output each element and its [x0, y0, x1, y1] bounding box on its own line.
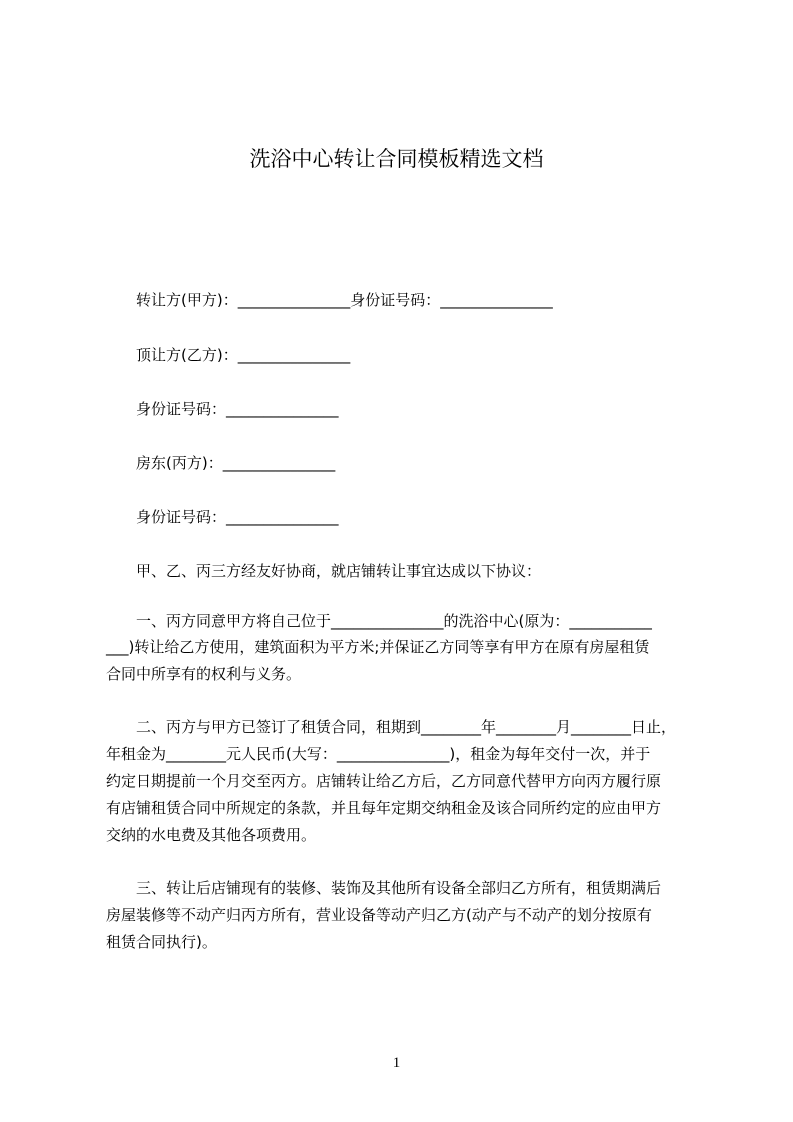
clause-line: 三、转让后店铺现有的装修、装饰及其他所有设备全部归乙方所有，租赁期满后	[136, 879, 662, 897]
clause-line: 租赁合同执行)。	[106, 933, 217, 951]
clause-line: 合同中所享有的权利与义务。	[106, 665, 302, 683]
clause-line: 有店铺租赁合同中所规定的条款，并且每年定期交纳租金及该合同所约定的应由甲方	[106, 799, 662, 817]
clause-line: 交纳的水电费及其他各项费用。	[106, 826, 317, 844]
intro-paragraph: 甲、乙、丙三方经友好协商，就店铺转让事宜达成以下协议：	[136, 562, 542, 580]
clause-line: ___)转让给乙方使用，建筑面积为平方米;并保证乙方同等享有甲方在原有房屋租赁	[106, 638, 650, 656]
clause-line: 约定日期提前一个月交至丙方。店铺转让给乙方后，乙方同意代替甲方向丙方履行原	[106, 772, 662, 790]
field-transferee: 顶让方(乙方)：_______________	[136, 346, 351, 364]
field-landlord: 房东(丙方)：_______________	[136, 454, 336, 472]
field-landlord-id: 身份证号码：_______________	[136, 508, 339, 526]
page-number: 1	[392, 1055, 401, 1071]
clause-line: 二、丙方与甲方已签订了租赁合同，租期到________年________月________日止，	[136, 718, 677, 736]
document-title: 洗浴中心转让合同模板精选文档	[249, 147, 544, 171]
clause-line: 一、丙方同意甲方将自己位于_______________的洗浴中心(原为：___________	[136, 612, 652, 630]
clause-line: 年租金为________元人民币(大写：_______________)，租金为每年交付一次，并于	[106, 745, 651, 763]
field-transferor: 转让方(甲方)：_______________身份证号码：_______________	[136, 291, 553, 309]
clause-line: 房屋装修等不动产归丙方所有，营业设备等动产归乙方(动产与不动产的划分按原有	[106, 906, 652, 924]
field-transferee-id: 身份证号码：_______________	[136, 400, 339, 418]
